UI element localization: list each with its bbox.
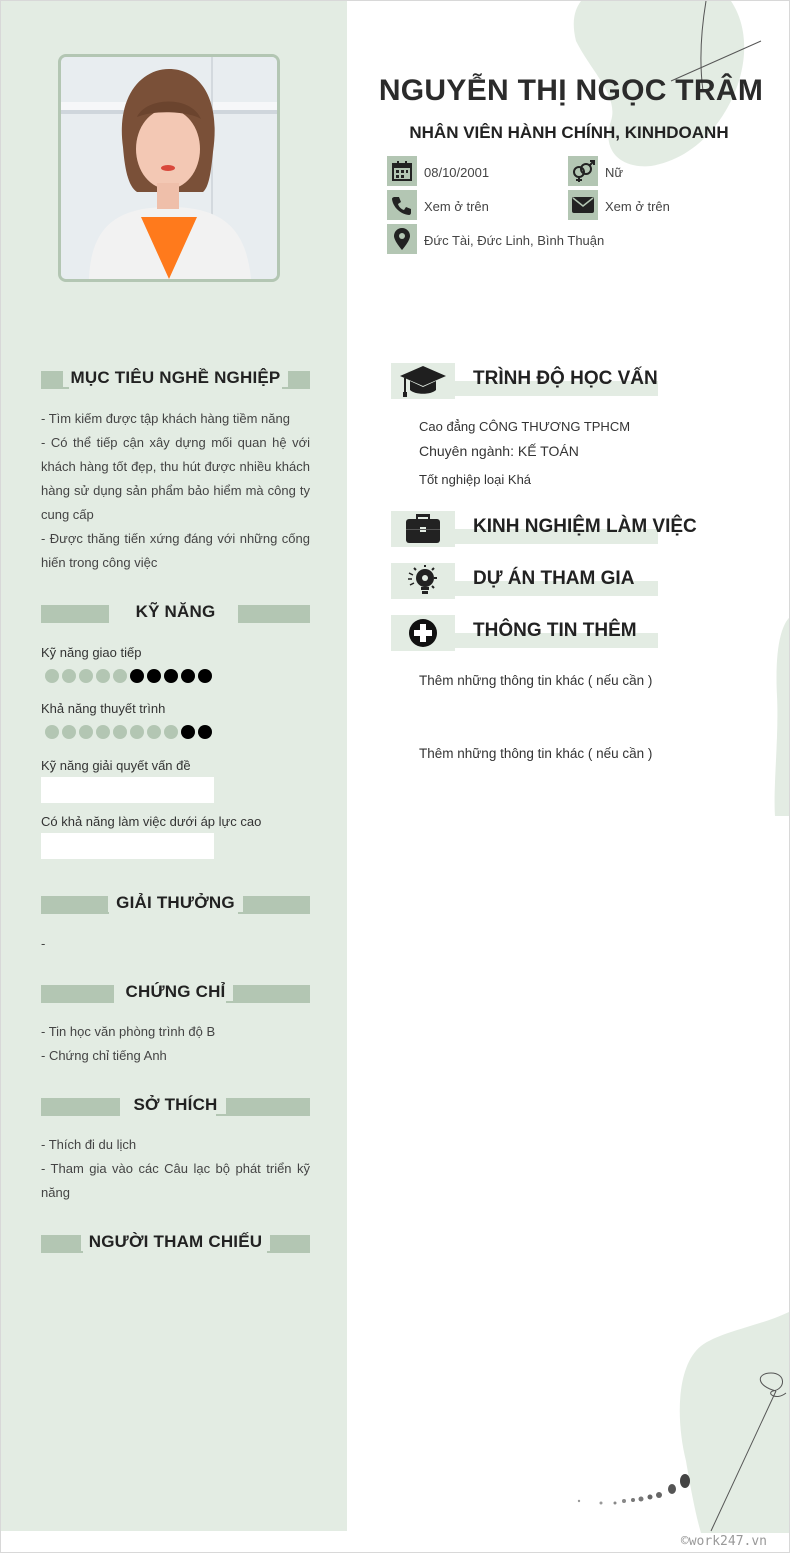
skill-dot: [147, 725, 161, 739]
birthday-value: 08/10/2001: [424, 165, 490, 180]
education-major: Chuyên ngành: KẾ TOÁN: [419, 443, 579, 459]
certificate-item: - Chứng chỉ tiếng Anh: [41, 1048, 167, 1063]
candidate-role: NHÂN VIÊN HÀNH CHÍNH, KINHDOANH: [409, 123, 729, 142]
more-info-line: Thêm những thông tin khác ( nếu cần ): [419, 746, 653, 761]
skill-dot: [96, 669, 110, 683]
objective-line: - Được thăng tiến xứng đáng với những cống hiến trong công việc: [41, 531, 310, 570]
objective-line: - Tìm kiếm được tập khách hàng tiềm năng: [41, 411, 290, 426]
skill-dot: [130, 725, 144, 739]
hobby-item: - Thích đi du lịch: [41, 1137, 137, 1152]
awards-text: -: [41, 936, 46, 951]
certificates-heading: [41, 982, 310, 1003]
more-info-line: Thêm những thông tin khác ( nếu cần ): [419, 673, 653, 688]
skill-rating-empty: [41, 777, 214, 803]
skills-heading: [41, 602, 310, 623]
skill-dot: [45, 725, 59, 739]
skill-dot: [147, 669, 161, 683]
skill-rating: [45, 669, 212, 683]
skill-dot: [113, 669, 127, 683]
skill-dot: [198, 725, 212, 739]
projects-title: DỰ ÁN THAM GIA: [473, 568, 635, 589]
objective-text: [41, 407, 310, 575]
objective-title: MỤC TIÊU NGHỀ NGHIỆP: [63, 368, 289, 387]
hobby-item: - Tham gia vào các Câu lạc bộ phát triển kỹ năng: [41, 1161, 310, 1200]
skill-label: Kỹ năng giao tiếp: [41, 645, 142, 660]
skill-label: Kỹ năng giải quyết vấn đề: [41, 758, 191, 773]
references-heading: [41, 1232, 310, 1253]
candidate-name: NGUYỄN THỊ NGỌC TRÂM: [378, 74, 764, 107]
graduation-cap-icon: [391, 363, 455, 399]
objective-heading: [41, 368, 310, 389]
plus-circle-icon: [391, 615, 455, 651]
gender-value: Nữ: [605, 165, 624, 180]
right-edge-decoration: [771, 616, 790, 816]
education-title: TRÌNH ĐỘ HỌC VẤN: [473, 368, 658, 389]
skill-dot: [62, 669, 76, 683]
education-grade: Tốt nghiệp loại Khá: [419, 472, 532, 487]
skill-dot: [130, 669, 144, 683]
lightbulb-gear-icon: [391, 563, 455, 599]
bottom-right-leaf-decoration: [561, 1311, 790, 1533]
education-school: Cao đẳng CÔNG THƯƠNG TPHCM: [419, 419, 631, 434]
skills-title: KỸ NĂNG: [128, 602, 224, 621]
briefcase-icon: [391, 511, 455, 547]
skill-dot: [113, 725, 127, 739]
awards-heading: [41, 893, 310, 914]
skill-dot: [45, 669, 59, 683]
skill-rating-empty: [41, 833, 214, 859]
projects-heading: [391, 563, 658, 599]
address-value: Đức Tài, Đức Linh, Bình Thuận: [424, 233, 605, 248]
skill-dot: [181, 669, 195, 683]
skill-dot: [62, 725, 76, 739]
skill-label: Có khả năng làm việc dưới áp lực cao: [41, 814, 262, 829]
phone-icon: [387, 190, 417, 220]
education-heading: [391, 363, 658, 399]
profile-photo: [58, 54, 280, 282]
envelope-icon: [568, 190, 598, 220]
phone-value: Xem ở trên: [424, 199, 489, 214]
skill-dot: [198, 669, 212, 683]
experience-title: KINH NGHIỆM LÀM VIỆC: [473, 516, 697, 537]
skill-rating: [45, 725, 212, 739]
gender-icon: [568, 156, 598, 186]
experience-heading: [391, 511, 697, 547]
skill-dot: [79, 725, 93, 739]
map-pin-icon: [387, 224, 417, 254]
calendar-icon: [387, 156, 417, 186]
objective-line: - Có thể tiếp cận xây dựng mối quan hệ với khách hàng tốt đẹp, thu hút được nhiều khách hàng sử dụng sản phẩm bảo hiểm mà công ty cung cấp: [41, 435, 310, 522]
certificates-title: CHỨNG CHỈ: [118, 982, 234, 1001]
certificates-list: [41, 1020, 310, 1068]
hobbies-list: [41, 1133, 310, 1205]
skill-dot: [164, 725, 178, 739]
skill-dot: [79, 669, 93, 683]
awards-title: GIẢI THƯỞNG: [108, 893, 243, 912]
certificate-item: - Tin học văn phòng trình độ B: [41, 1024, 216, 1039]
more-info-heading: [391, 615, 658, 651]
references-title: NGƯỜI THAM CHIẾU: [81, 1232, 270, 1251]
more-info-title: THÔNG TIN THÊM: [473, 620, 637, 641]
hobbies-heading: [41, 1095, 310, 1116]
skill-label: Khả năng thuyết trình: [41, 701, 166, 716]
skill-dot: [181, 725, 195, 739]
hobbies-title: SỞ THÍCH: [125, 1095, 225, 1114]
email-value: Xem ở trên: [605, 199, 670, 214]
skill-dot: [164, 669, 178, 683]
watermark: ©work247.vn: [680, 1534, 767, 1549]
skill-dot: [96, 725, 110, 739]
